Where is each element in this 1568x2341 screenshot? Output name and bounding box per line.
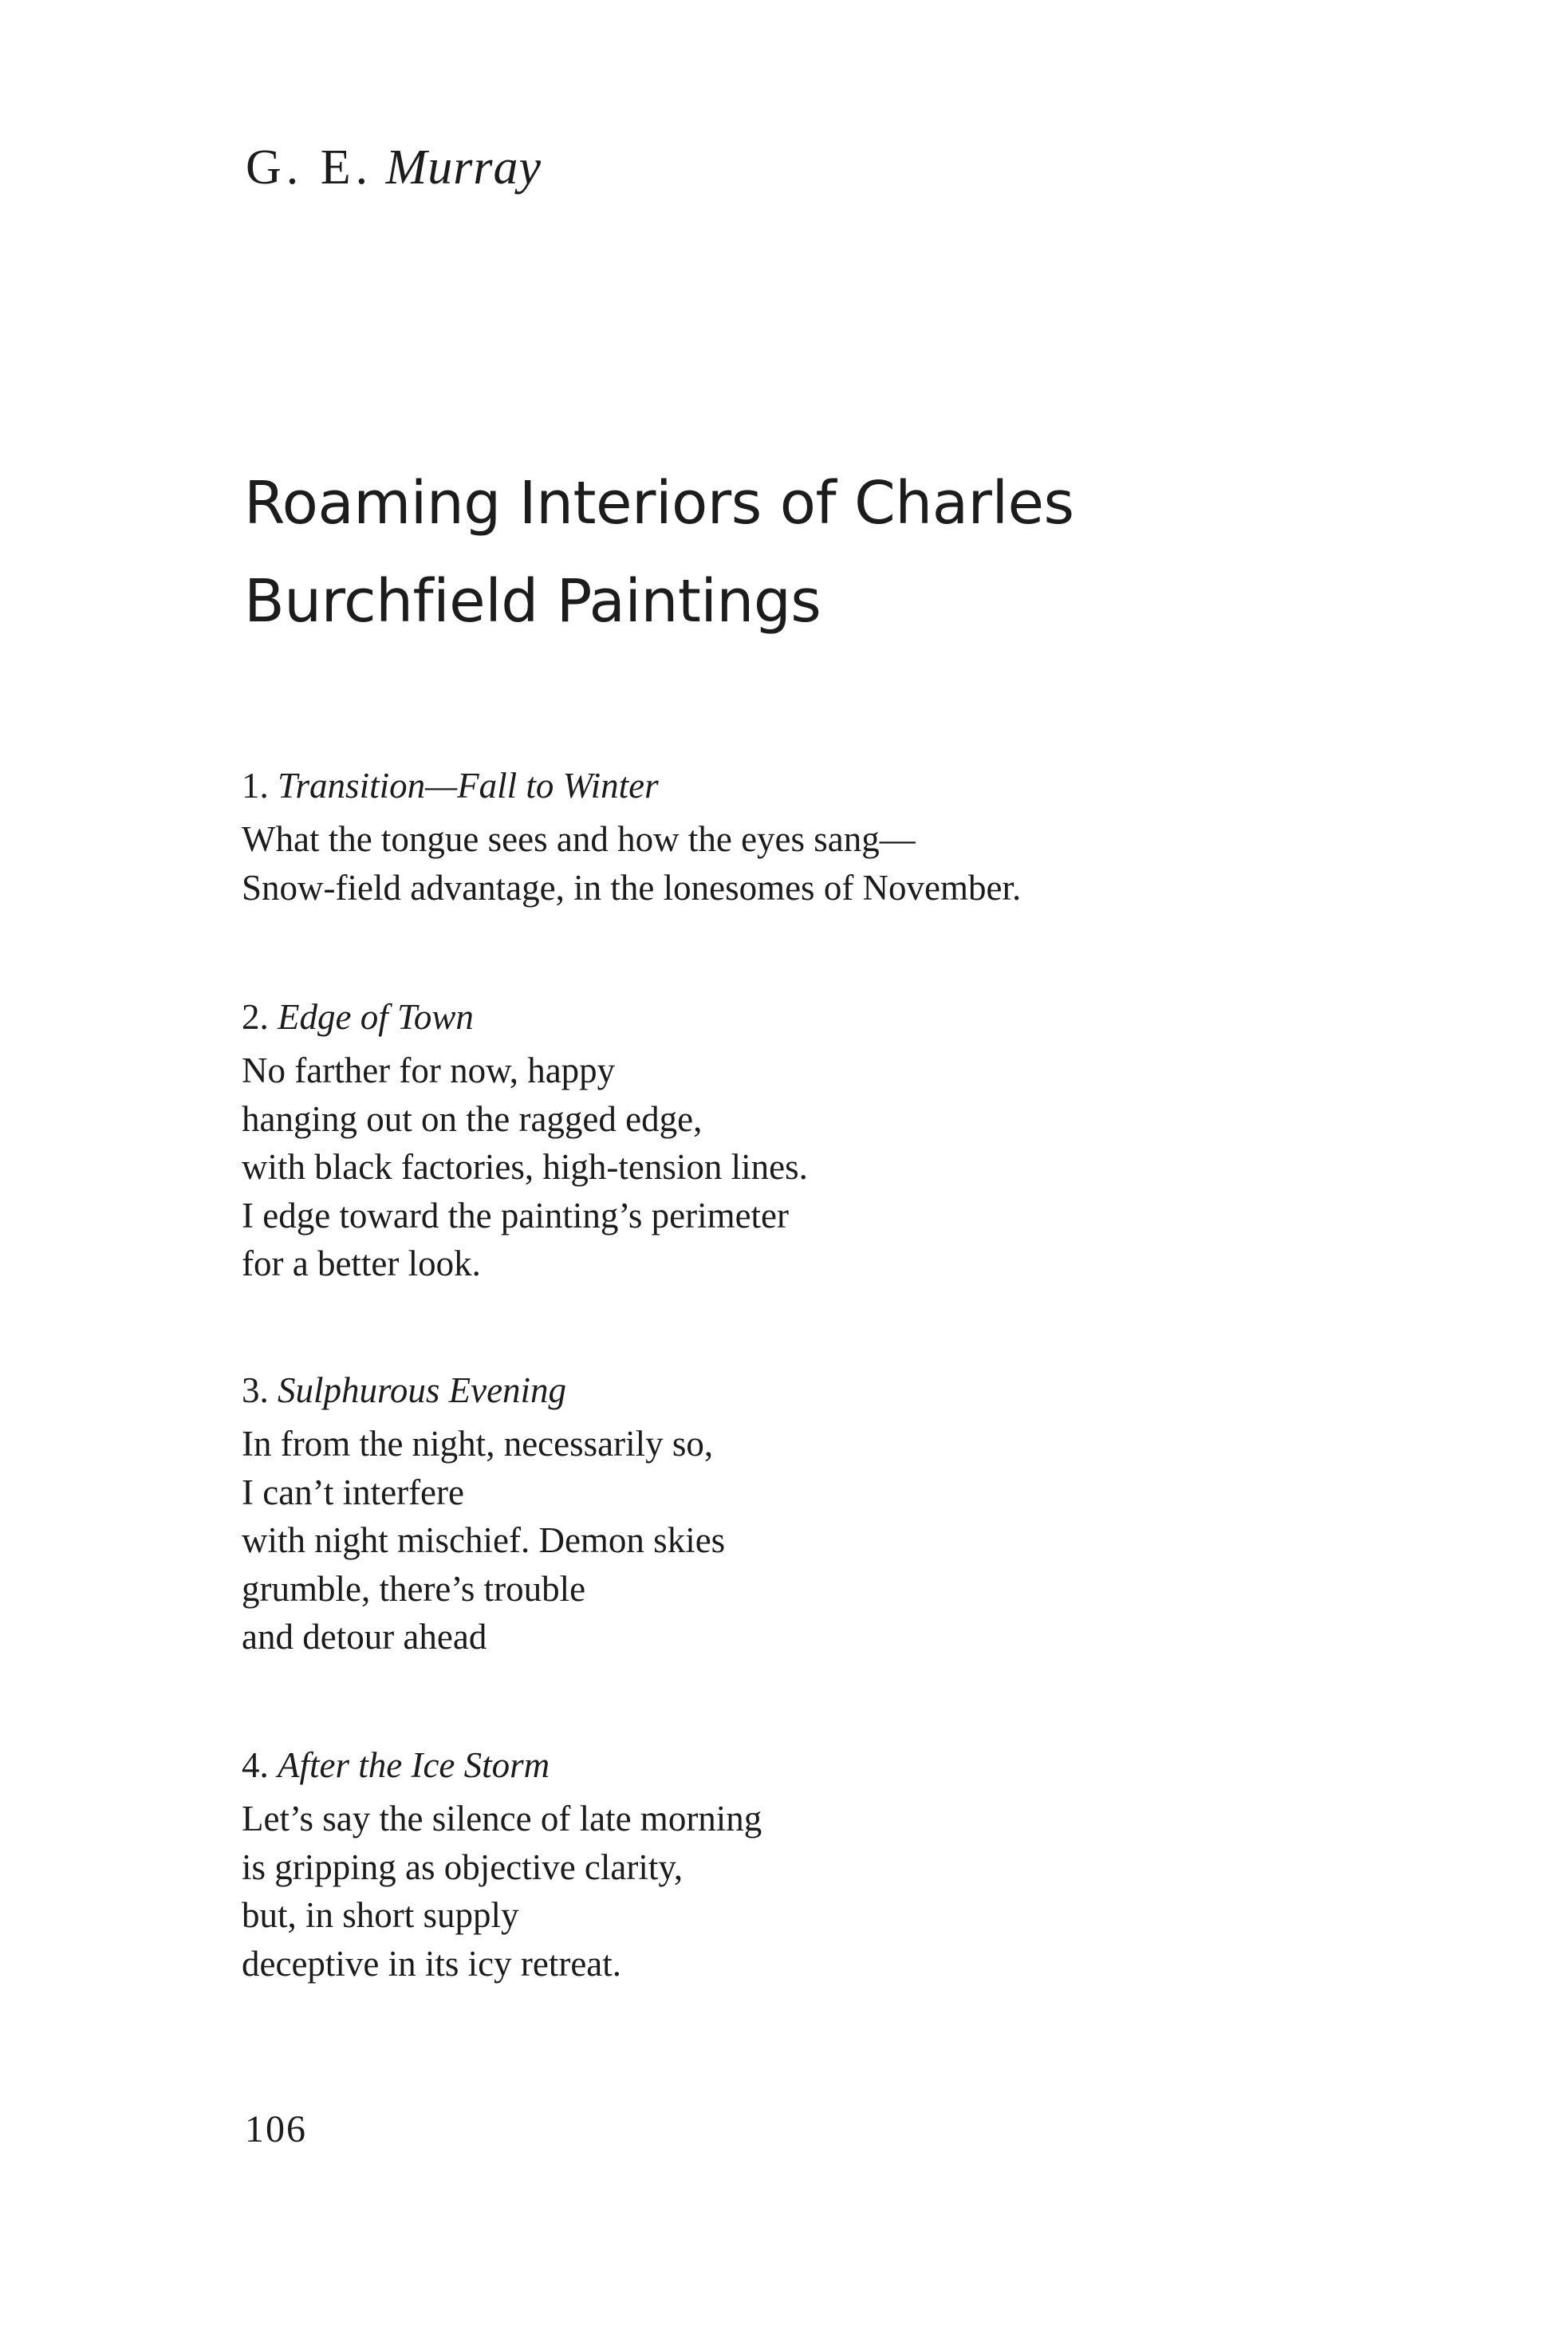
section-number: 3. xyxy=(242,1370,269,1410)
poem-section-1 xyxy=(242,762,1199,912)
section-heading xyxy=(242,1366,1199,1414)
verse-line: deceptive in its icy retreat. xyxy=(242,1943,622,1984)
poem-title xyxy=(244,455,1361,651)
section-name: Transition—Fall to Winter xyxy=(278,766,659,806)
author-surname: Murray xyxy=(385,140,542,195)
verse-line: with black factories, high-tension lines. xyxy=(242,1147,808,1187)
section-number: 2. xyxy=(242,997,269,1037)
section-name: After the Ice Storm xyxy=(278,1745,550,1785)
verse-line: In from the night, necessarily so, xyxy=(242,1424,714,1464)
verse-line: Let’s say the silence of late morning xyxy=(242,1799,762,1839)
verse-line: I edge toward the painting’s perimeter xyxy=(242,1195,790,1236)
section-number: 4. xyxy=(242,1745,269,1785)
author-initials: G. E. xyxy=(246,140,373,195)
section-number: 1. xyxy=(242,766,269,806)
author-name xyxy=(246,136,542,199)
poem-section-4 xyxy=(242,1741,1199,1988)
verse-line: and detour ahead xyxy=(242,1617,487,1657)
verse-line: with night mischief. Demon skies xyxy=(242,1520,726,1560)
verse-line: is gripping as objective clarity, xyxy=(242,1846,684,1887)
verse-line: grumble, there’s trouble xyxy=(242,1568,586,1609)
verse-line: What the tongue sees and how the eyes sang— xyxy=(242,819,916,859)
poem-section-2 xyxy=(242,993,1199,1288)
section-heading xyxy=(242,1741,1199,1789)
section-name: Edge of Town xyxy=(278,997,474,1037)
verse-line: but, in short supply xyxy=(242,1895,519,1935)
verse-line: No farther for now, happy xyxy=(242,1050,616,1090)
verse-line: for a better look. xyxy=(242,1243,481,1283)
verse-line: I can’t interfere xyxy=(242,1472,464,1512)
section-heading xyxy=(242,762,1199,810)
section-name: Sulphurous Evening xyxy=(278,1370,567,1410)
page-number: 106 xyxy=(245,2108,307,2150)
section-heading xyxy=(242,993,1199,1041)
verse-line: hanging out on the ragged edge, xyxy=(242,1098,703,1139)
poem-title-line: Burchfield Paintings xyxy=(244,567,821,636)
poem-title-line: Roaming Interiors of Charles xyxy=(244,469,1074,538)
poem-section-3 xyxy=(242,1366,1199,1661)
verse-line: Snow-field advantage, in the lonesomes of November. xyxy=(242,867,1022,908)
